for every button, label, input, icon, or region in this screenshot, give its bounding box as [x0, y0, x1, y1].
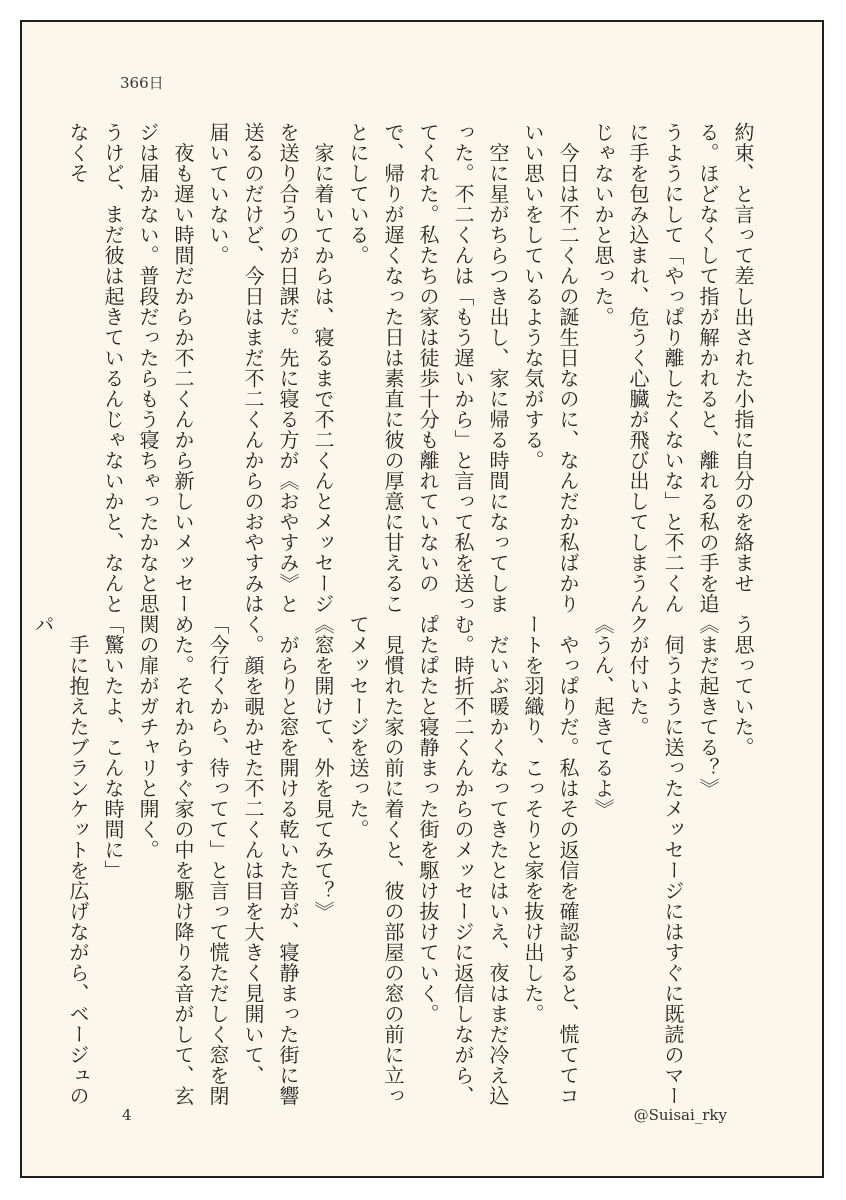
paragraph: 《まだ起きてる？》: [696, 614, 720, 799]
paragraph: 今日は不二くんの誕生日なのに、なんだか私ばかりいい思いをしているような気がする。: [521, 122, 580, 614]
paragraph: がらりと窓を開ける乾いた音が、寝静まった街に響く。顔を覗かせた不二くんは目を大きく見開いて、「今行くから、待ってて」と言って慌ただしく窓を閉めた。それからすぐ家の中を駆け降りる音がして、玄関の扉がガチャリと開く。: [136, 614, 300, 1106]
paragraph: 伺うように送ったメッセージにはすぐに既読のマークが付いた。: [626, 614, 685, 1106]
paragraph: 《窓を開けて、外を見てみて？》: [311, 614, 335, 922]
paragraph: 「驚いたよ、こんな時間に」: [101, 614, 125, 881]
paragraph: 見慣れた家の前に着くと、彼の部屋の窓の前に立ってメッセージを送った。: [346, 614, 405, 1106]
paragraph: やっぱりだ。私はその返信を確認すると、慌ててコートを羽織り、こっそりと家を抜け出した。: [521, 614, 580, 1106]
paragraph: 《うん、起きてるよ》: [591, 614, 615, 819]
book-page: [20, 20, 824, 1178]
bottom-text-block: [31, 614, 760, 1114]
page-number: 4: [122, 1106, 132, 1124]
paragraph: 夜も遅い時間だからか不二くんから新しいメッセージは届かない。普段だったらもう寝ちゃったかなと思うけど、まだ彼は起きているんじゃないかと、なんとなくそ: [66, 122, 195, 614]
paragraph: う思っていた。: [731, 614, 755, 758]
top-text-block: [66, 122, 760, 622]
paragraph: 空に星がちらつき出し、家に帰る時間になってしまった。不二くんは「もう遅いから」と言って私を送ってくれた。私たちの家は徒歩十分も離れていないので、帰りが遅くなった日は素直に彼の厚意に甘えることにしている。: [346, 122, 510, 614]
paragraph: 約束、と言って差し出された小指に自分のを絡ませる。ほどなくして指が解かれると、離れる私の手を追うようにして「やっぱり離したくないな」と不二くんに手を包み込まれ、危うく心臓が飛び出してしまうんじゃないかと思った。: [591, 122, 755, 614]
paragraph: 手に抱えたブランケットを広げながら、ベージュのパ: [31, 614, 90, 1106]
paragraph: だいぶ暖かくなってきたとはいえ、夜はまだ冷え込む。時折不二くんからのメッセージに返信しながら、ぱたぱたと寝静まった街を駆け抜けていく。: [416, 614, 510, 1106]
author-handle: @Suisai_rky: [633, 1106, 727, 1124]
paragraph: 家に着いてからは、寝るまで不二くんとメッセージを送り合うのが日課だ。先に寝る方が《おやすみ》と送るのだけど、今日はまだ不二くんからのおやすみは届いていない。: [206, 122, 335, 614]
running-header: 366日: [120, 74, 164, 92]
